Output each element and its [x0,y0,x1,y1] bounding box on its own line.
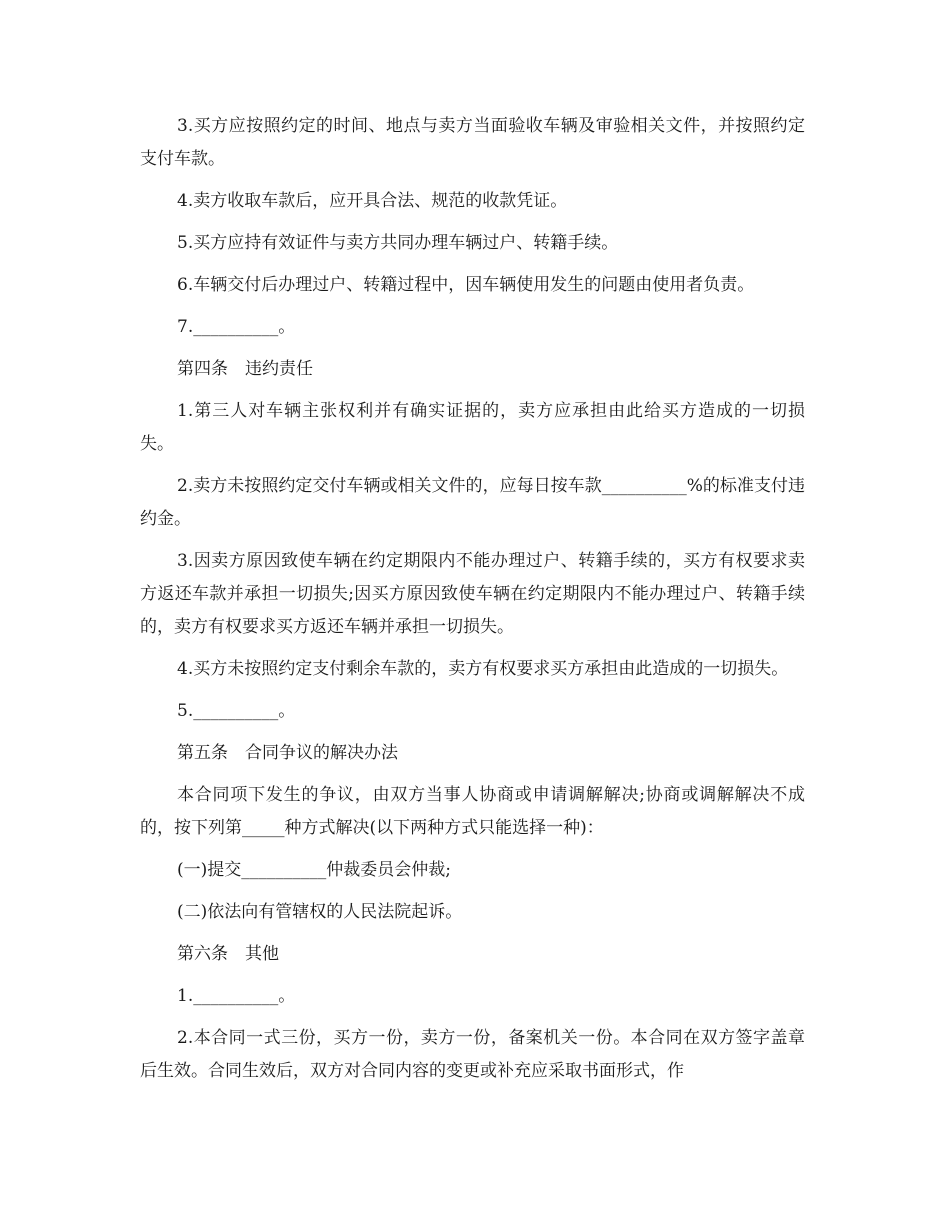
article-6-heading: 第六条 其他 [177,944,279,964]
clause-3-7: 7.__________。 [177,317,296,337]
clause-4-5: 5.__________。 [177,701,296,721]
clause-6-2: 2.本合同一式三份，买方一份，卖方一份，备案机关一份。本合同在双方签字盖章后生效。合同生效后，双方对合同内容的变更或补充应采取书面形式，作 [140,1028,805,1081]
clause-4-3: 3.因卖方原因致使车辆在约定期限内不能办理过户、转籍手续的，买方有权要求卖方返还车款并承担一切损失;因买方原因致使车辆在约定期限内不能办理过户、转籍手续的，卖方有权要求买方返还车辆并承担一切损失。 [140,551,805,637]
clause-4-2: 2.卖方未按照约定交付车辆或相关文件的，应每日按车款__________%的标准支付违约金。 [140,476,805,529]
clause-3-5: 5.买方应持有效证件与卖方共同办理车辆过户、转籍手续。 [177,233,619,253]
article-4-heading: 第四条 违约责任 [177,359,313,379]
clause-6-1: 1.__________。 [177,986,296,1006]
clause-5-option-2: (二)依法向有管辖权的人民法院起诉。 [177,902,463,922]
clause-4-4: 4.买方未按照约定支付剩余车款的，卖方有权要求买方承担由此造成的一切损失。 [177,659,789,679]
clause-3-4: 4.卖方收取车款后，应开具合法、规范的收款凭证。 [177,191,568,211]
document-body [140,110,805,1088]
article-5-heading: 第五条 合同争议的解决办法 [177,743,398,763]
clause-5-option-1: (一)提交__________仲裁委员会仲裁; [177,860,451,880]
clause-4-1: 1.第三人对车辆主张权利并有确实证据的，卖方应承担由此给买方造成的一切损失。 [140,401,805,454]
clause-5-1: 本合同项下发生的争议，由双方当事人协商或申请调解解决;协商或调解解决不成的，按下列第_____种方式解决(以下两种方式只能选择一种)： [140,785,805,838]
clause-3-3: 3.买方应按照约定的时间、地点与卖方当面验收车辆及审验相关文件，并按照约定支付车款。 [140,116,805,169]
clause-3-6: 6.车辆交付后办理过户、转籍过程中，因车辆使用发生的问题由使用者负责。 [177,275,755,295]
